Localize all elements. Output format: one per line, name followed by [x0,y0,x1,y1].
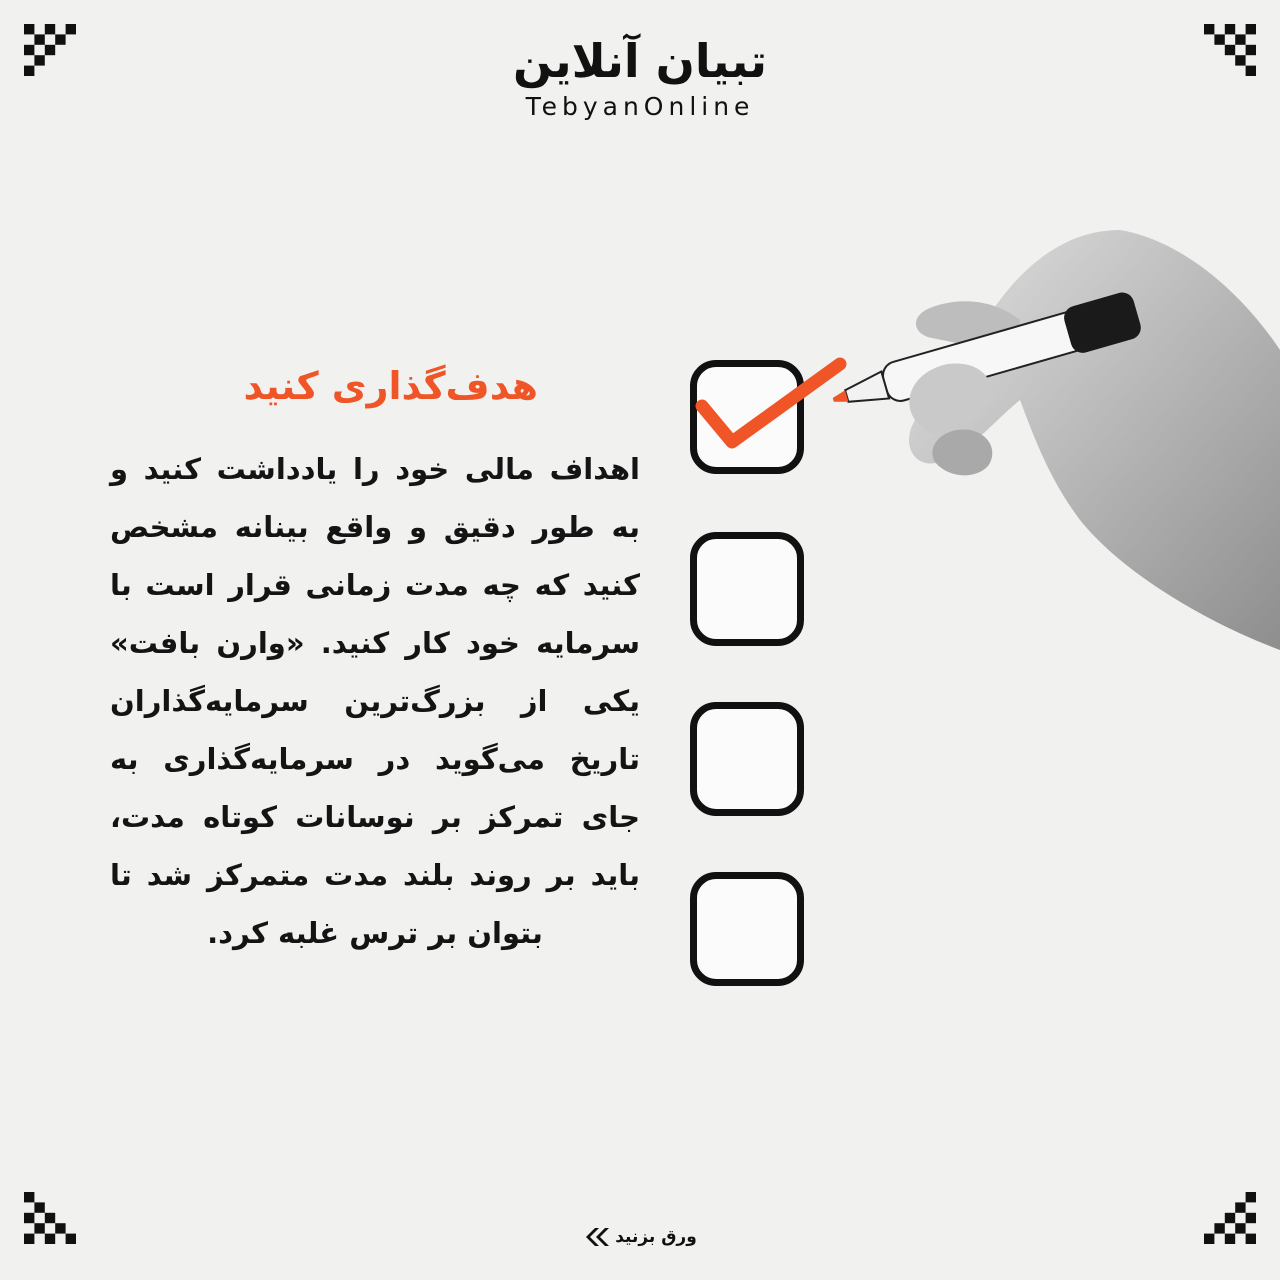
checkbox-3[interactable] [690,702,804,816]
orange-checkmark-icon [690,350,860,490]
checkbox-2[interactable] [690,532,804,646]
body-paragraph: اهداف مالی خود را یادداشت کنید و به طور دقیق و واقع بینانه مشخص کنید که چه مدت زمانی قرار است با سرمایه خود کار کنید. «وارن بافت» یکی از بزرگ‌ترین سرمایه‌گذاران تاریخ می‌گوید در سرمایه‌گذاری به جای تمرکز بر نوسانات کوتاه مدت، باید بر روند بلند مدت متمرکز شد تا بتوان بر ترس غلبه کرد. [110,452,640,950]
swipe-prompt[interactable] [560,1220,720,1254]
corner-pixel-ornament-icon [24,1192,76,1244]
brand-name-en: TebyanOnline [525,92,755,121]
corner-pixel-ornament-icon [1204,1192,1256,1244]
hand-with-marker-icon [820,230,1280,660]
double-chevron-left-icon [583,1226,609,1248]
checkbox-4[interactable] [690,872,804,986]
brand-logo [0,34,1280,121]
brand-name-fa: تبیان آنلاین [512,34,767,88]
section-heading: هدف‌گذاری کنید [243,364,538,408]
swipe-label: ورق بزنید [615,1227,697,1247]
